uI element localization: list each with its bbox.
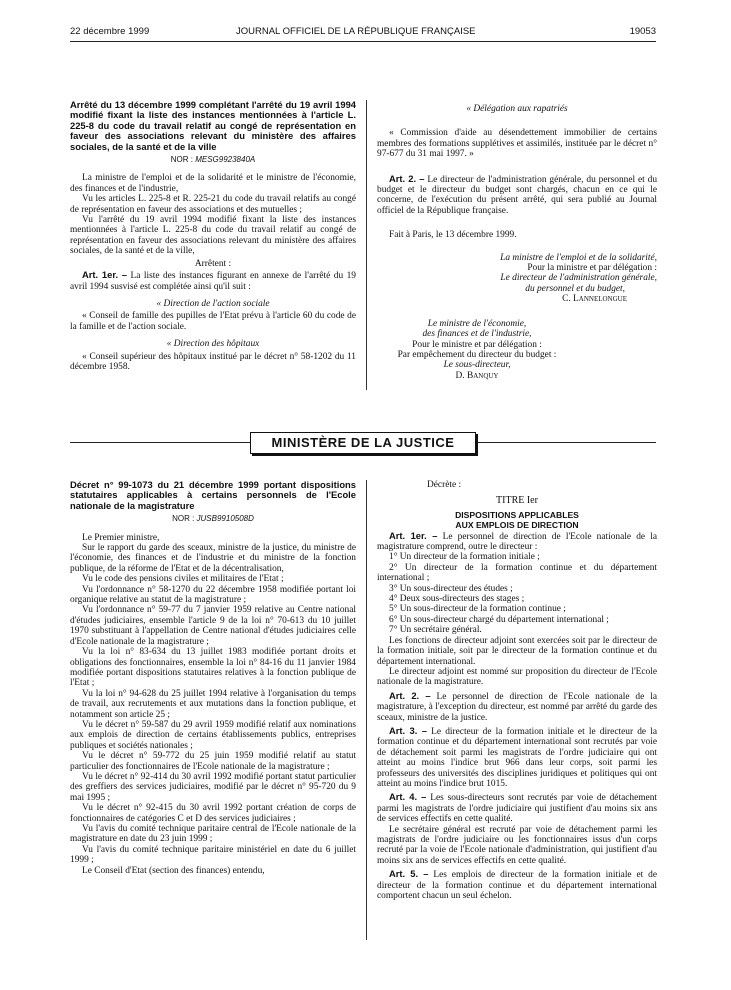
ministry-heading: MINISTÈRE DE LA JUSTICE xyxy=(250,432,476,454)
sig2-line-e: Le sous-directeur, xyxy=(443,360,511,371)
decret-right-column xyxy=(377,480,657,901)
sig2-line-a: Le ministre de l'économie, xyxy=(427,318,527,329)
decret-visa: Vu le code des pensions civiles et militaires de l'Etat ; xyxy=(82,574,284,585)
arrete-item-conseil-hopitaux: « Conseil supérieur des hôpitaux institué par le décret n° 58-1202 du 11 décembre 1958. xyxy=(70,351,356,372)
art2-label: Art. 2. – xyxy=(389,172,425,184)
arrete-item-conseil-famille: « Conseil de famille des pupilles de l'Etat prévu à l'article 60 du code de la famille et de l'action sociale. xyxy=(70,311,356,332)
list-item: 1° Un directeur de la formation initiale ; xyxy=(389,552,540,563)
decret-art2 xyxy=(377,691,657,723)
arrete-visa-2: Vu l'arrêté du 19 avril 1994 modifié fixant la liste des instances mentionnées à l'article L. 225-8 du code du travail relatif au congé de représentation en faveur des associations relevant du ministère des affaires sociales, de la santé et de la ville, xyxy=(70,215,356,257)
titre-heading: TITRE Ier xyxy=(496,495,538,507)
decret-nor-label: NOR : xyxy=(172,514,197,524)
sig2-line-c: Pour le ministre et par délégation : xyxy=(412,339,542,350)
titre-subheading-2: AUX EMPLOIS DE DIRECTION xyxy=(455,520,579,531)
header-page-number: 19053 xyxy=(629,26,656,37)
arrete-nor xyxy=(70,155,356,165)
arrete-item-commission: « Commission d'aide au désendettement immobilier de certains membres des formations supplétives et assimilés, instituée par le décret n° 97-677 du 31 mai 1997. » xyxy=(377,128,657,160)
list-item: 2° Un directeur de la formation continue et du département international ; xyxy=(377,562,657,584)
arrete-preamble: La ministre de l'emploi et de la solidarité et le ministre de l'économie, des finances et de l'industrie, xyxy=(70,173,356,194)
sig2-line-d: Par empêchement du directeur du budget : xyxy=(397,349,557,360)
decret-art3 xyxy=(377,726,657,789)
decret-secretaire-general: Le secrétaire général est recruté par voie de détachement parmi les magistrats de l'ordre judiciaire ou les fonctionnaires issus d'un corps recruté par la voie de l'Ecole nationale d'administration, qui justifient d'au moins six ans de services effectifs en cette qualité. xyxy=(377,824,657,866)
nor-code: MESG9923840A xyxy=(195,155,256,165)
decret-art1-label: Art. 1er. – xyxy=(389,529,438,541)
column-divider-2 xyxy=(366,480,367,940)
decret-visa: Vu le décret n° 59-587 du 29 avril 1959 modifié relatif aux nominations aux emplois de direction de certains établissements publics, entreprises publiques et sociétés nationales ; xyxy=(70,719,356,751)
art2-text: Le directeur de l'administration générale, du personnel et du budget et le directeur du budget sont chargés, chacun en ce qui le concerne, de l'exécution du présent arrêté, qui sera publié au Journal officiel de la République française. xyxy=(377,174,658,216)
decret-visa: Vu l'avis du comité technique paritaire ministériel en date du 6 juillet 1999 ; xyxy=(70,844,356,866)
decret-visa: Sur le rapport du garde des sceaux, ministre de la justice, du ministre de l'économie, des finances et de l'industrie et du ministre de la fonction publique, de la réforme de l'Etat et de la décentralisation, xyxy=(70,543,356,574)
decret-visa: Le Premier ministre, xyxy=(82,532,160,543)
arrete-visa-1: Vu les articles L. 225-8 et R. 225-21 du code du travail relatifs au congé de représentation en faveur des associations et des mutuelles ; xyxy=(70,194,356,215)
sig2-signatory: D. Banquy xyxy=(455,370,499,381)
sig1-signatory: C. Lannelongue xyxy=(562,294,627,305)
decret-decrete: Décrète : xyxy=(427,480,462,490)
decret-visa: Vu la loi n° 94-628 du 25 juillet 1994 relative à l'organisation du temps de travail, aux recrutements et aux mutations dans la fonction publique, et notamment son article 25 ; xyxy=(70,688,356,720)
arrete-art1 xyxy=(70,270,356,292)
list-item: 4° Deux sous-directeurs des stages ; xyxy=(389,594,525,605)
signature-block-2 xyxy=(377,319,577,381)
sig1-line-a: La ministre de l'emploi et de la solidarité, xyxy=(500,252,657,263)
arrete-title: Arrêté du 13 décembre 1999 complétant l'arrêté du 19 avril 1994 modifié fixant la liste des instances mentionnées à l'article L. 225-8 du code du travail relatif au congé de représentation en faveur des associations relevant du ministère des affaires sociales, de la santé et de la ville xyxy=(70,99,356,152)
decret-visa: Le Conseil d'Etat (section des finances) entendu, xyxy=(82,865,265,876)
decret-art2-label: Art. 2. – xyxy=(389,689,431,701)
decret-nor xyxy=(70,514,356,524)
arrete-right-column xyxy=(377,104,657,381)
ministry-rule-left xyxy=(70,442,250,443)
decret-art2-text: Le personnel de direction de l'Ecole nationale de la magistrature, à l'exception du directeur, est nommé par arrêté du garde des sceaux, ministre de la justice. xyxy=(377,691,657,723)
decret-art1 xyxy=(377,531,657,553)
titre-subheading-1: DISPOSITIONS APPLICABLES xyxy=(455,509,579,520)
header-date: 22 décembre 1999 xyxy=(70,26,150,37)
decret-art4-text: Les sous-directeurs sont recrutés par voie de détachement parmi les magistrats de l'ordre judiciaire qui justifient d'au moins six ans de services effectifs en cette qualité. xyxy=(377,793,657,825)
arrete-art2 xyxy=(377,174,657,217)
decret-visa: Vu la loi n° 83-634 du 13 juillet 1983 modifiée portant droits et obligations des fonctionnaires, ensemble la loi n° 84-16 du 11 janvier 1984 modifiée portant dispositions statutaires relatives à la fonction publique de l'Etat ; xyxy=(70,647,356,689)
arrete-fait: Fait à Paris, le 13 décembre 1999. xyxy=(389,230,517,241)
heading-rapatries: « Délégation aux rapatriés xyxy=(466,104,568,114)
header-journal: JOURNAL OFFICIEL DE LA RÉPUBLIQUE FRANÇAISE xyxy=(236,26,476,37)
decret-visa: Vu le décret n° 92-414 du 30 avril 1992 modifié portant statut particulier des greffiers des services judiciaires, modifié par le décret n° 95-720 du 9 mai 1995 ; xyxy=(70,771,356,803)
decret-art4-label: Art. 4. – xyxy=(389,791,427,803)
ministry-rule-right xyxy=(476,442,656,443)
signature-block-1 xyxy=(377,253,657,305)
decret-nor-code: JUSB9910508D xyxy=(196,514,254,524)
decret-column xyxy=(70,480,356,876)
list-item: 3° Un sous-directeur des études ; xyxy=(389,583,513,594)
decret-art1-text: Le personnel de direction de l'Ecole nationale de la magistrature comprend, outre le directeur : xyxy=(377,531,657,553)
decret-visa: Vu le décret n° 92-415 du 30 avril 1992 portant création de corps de fonctionnaires de catégories C et D des services judiciaires ; xyxy=(70,803,356,824)
header-rule xyxy=(70,41,656,42)
arrete-column xyxy=(70,100,356,372)
decret-visa: Vu le décret n° 59-772 du 25 juin 1959 modifié relatif au statut particulier des fonctionnaires de l'Ecole nationale de la magistrature ; xyxy=(70,751,356,772)
nor-label: NOR : xyxy=(170,155,196,165)
decret-art5 xyxy=(377,869,657,901)
list-item: 7° Un secrétaire général. xyxy=(389,625,482,636)
sig1-line-c: Le directeur de l'administration générale, xyxy=(500,273,657,284)
decret-art5-text: Les emplois de directeur de la formation initiale et de directeur de la formation continue et du département international comportent chacun un seul échelon. xyxy=(377,870,657,902)
art1-text: La liste des instances figurant en annexe de l'arrêté du 19 avril 1994 susvisé est complétée ainsi qu'il suit : xyxy=(70,271,356,292)
decret-art3-text: Le directeur de la formation initiale et le directeur de la formation continue et du département international sont recrutés par voie de détachement soit parmi les magistrats de l'ordre judiciaire qui ont atteint au moins l'indice brut 966 dans leur corps, soit parmi les professeurs des universités des disciplines juridiques et politiques qui ont atteint au moins l'indice brut 1015. xyxy=(377,726,657,789)
decret-visa: Vu l'ordonnance n° 59-77 du 7 janvier 1959 relative au Centre national d'études judiciaires, ensemble l'article 9 de la loi n° 70-613 du 10 juillet 1970 substituant à l'appellation de Centre national d'études judiciaires celle d'Ecole nationale de la magistrature ; xyxy=(70,605,356,647)
decret-art5-label: Art. 5. – xyxy=(389,868,429,880)
decret-visa: Vu l'avis du comité technique paritaire central de l'Ecole nationale de la magistrature en date du 23 juin 1999 ; xyxy=(70,824,356,845)
decret-visa: Vu l'ordonnance n° 58-1270 du 22 décembre 1958 modifiée portant loi organique relative au statut de la magistrature ; xyxy=(70,584,356,606)
sig1-line-d: du personnel et du budget, xyxy=(525,283,625,294)
list-item: 6° Un sous-directeur chargé du département international ; xyxy=(389,614,609,625)
heading-action-sociale: « Direction de l'action sociale xyxy=(156,298,270,309)
art1-label: Art. 1er. – xyxy=(82,269,128,281)
sig2-line-b: des finances et de l'industrie, xyxy=(422,329,532,340)
decret-art4 xyxy=(377,792,657,824)
column-divider xyxy=(366,100,367,390)
sig1-line-b: Pour la ministre et par délégation : xyxy=(527,263,657,274)
arrete-arretent: Arrêtent : xyxy=(194,258,232,269)
heading-hopitaux: « Direction des hôpitaux xyxy=(166,339,260,350)
decret-adjoint-2: Le directeur adjoint est nommé sur proposition du directeur de l'Ecole nationale de la magistrature. xyxy=(377,666,657,688)
running-header xyxy=(70,26,656,40)
list-item: 5° Un sous-directeur de la formation continue ; xyxy=(389,604,566,615)
decret-title: Décret n° 99-1073 du 21 décembre 1999 portant dispositions statutaires applicables à certains personnels de l'Ecole nationale de la magistrature xyxy=(70,479,356,511)
decret-art3-label: Art. 3. – xyxy=(389,724,428,736)
decret-adjoint-1: Les fonctions de directeur adjoint sont exercées soit par le directeur de la formation initiale, soit par le directeur de la formation continue et du département international. xyxy=(377,635,657,667)
